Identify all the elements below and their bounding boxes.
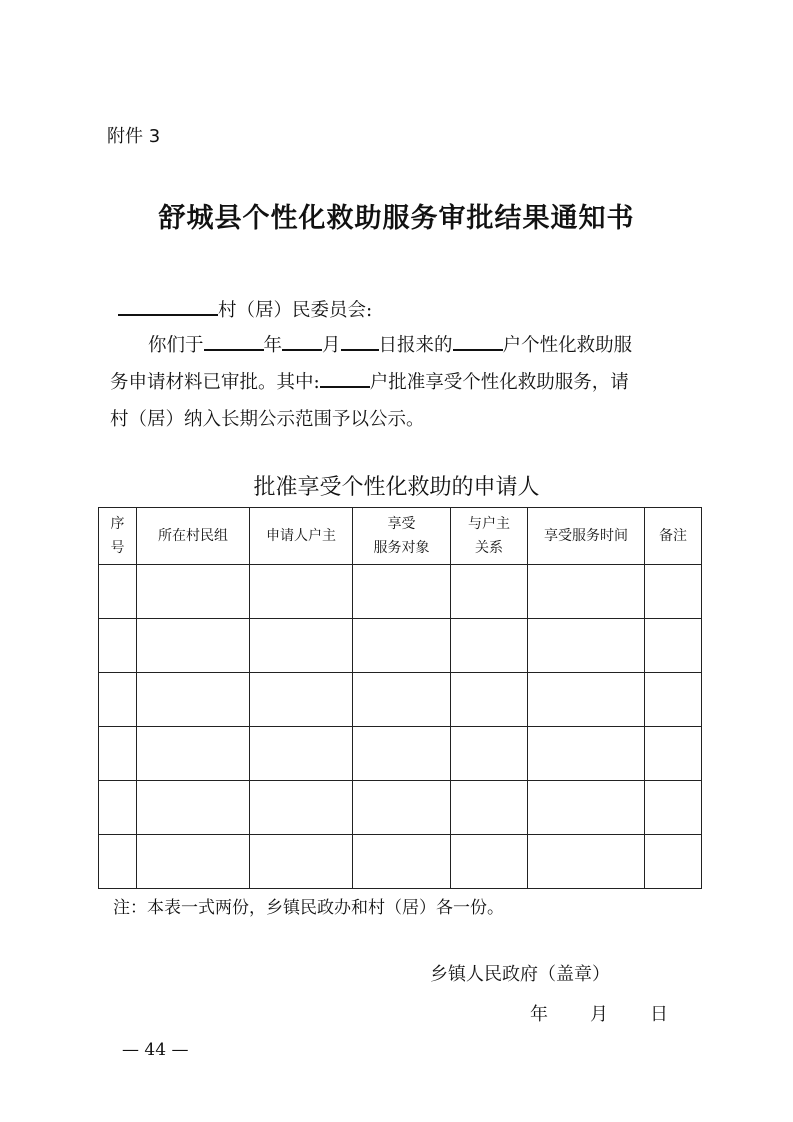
table-cell[interactable] <box>645 673 702 727</box>
year-blank[interactable] <box>204 331 264 351</box>
salutation-text: 村（居）民委员会: <box>218 300 373 321</box>
table-cell[interactable] <box>137 619 250 673</box>
table-cell[interactable] <box>137 673 250 727</box>
table-row <box>99 673 702 727</box>
header-service-period: 享受服务时间 <box>528 508 645 565</box>
table-cell[interactable] <box>99 727 137 781</box>
date-month: 月 <box>590 1004 608 1025</box>
table-cell[interactable] <box>137 781 250 835</box>
table-cell[interactable] <box>645 835 702 889</box>
date-year: 年 <box>530 1004 548 1025</box>
table-cell[interactable] <box>353 565 451 619</box>
table-cell[interactable] <box>250 673 353 727</box>
signature-line: 乡镇人民政府（盖章） <box>430 964 610 985</box>
table-cell[interactable] <box>99 673 137 727</box>
salutation-line <box>110 296 710 322</box>
body-text-1-end: 户个性化救助服 <box>502 335 633 356</box>
table-row <box>99 619 702 673</box>
table-title: 批准享受个性化救助的申请人 <box>253 475 540 500</box>
table-cell[interactable] <box>528 835 645 889</box>
day-blank[interactable] <box>341 331 379 351</box>
table-cell[interactable] <box>99 835 137 889</box>
table-cell[interactable] <box>528 781 645 835</box>
table-cell[interactable] <box>137 727 250 781</box>
village-blank[interactable] <box>118 296 218 316</box>
month-label: 月 <box>322 335 341 356</box>
table-cell[interactable] <box>353 727 451 781</box>
table-cell[interactable] <box>353 673 451 727</box>
body-text-2-end: 户批准享受个性化救助服务，请 <box>369 372 629 393</box>
table-cell[interactable] <box>451 781 528 835</box>
table-cell[interactable] <box>451 565 528 619</box>
table-cell[interactable] <box>137 835 250 889</box>
table-cell[interactable] <box>250 619 353 673</box>
body-line-2 <box>110 368 710 394</box>
table-cell[interactable] <box>250 835 353 889</box>
table-row <box>99 565 702 619</box>
table-cell[interactable] <box>645 781 702 835</box>
table-cell[interactable] <box>645 619 702 673</box>
header-service-recipient: 享受 服务对象 <box>353 508 451 565</box>
table-cell[interactable] <box>250 565 353 619</box>
table-cell[interactable] <box>528 619 645 673</box>
household-count-blank[interactable] <box>453 331 503 351</box>
table-cell[interactable] <box>99 619 137 673</box>
header-village-group: 所在村民组 <box>137 508 250 565</box>
table-header-row <box>99 508 702 565</box>
table-cell[interactable] <box>528 565 645 619</box>
header-serial-number: 序 号 <box>99 508 137 565</box>
date-day: 日 <box>650 1004 668 1025</box>
table-note: 注：本表一式两份，乡镇民政办和村（居）各一份。 <box>113 898 504 918</box>
table-cell[interactable] <box>250 727 353 781</box>
table-cell[interactable] <box>645 727 702 781</box>
table-cell[interactable] <box>451 619 528 673</box>
attachment-label: 附件 3 <box>107 126 161 147</box>
day-label: 日报来的 <box>378 335 453 356</box>
year-label: 年 <box>263 335 283 356</box>
table-row <box>99 835 702 889</box>
body-text-1a: 你们于 <box>148 335 204 356</box>
table-cell[interactable] <box>99 781 137 835</box>
document-title: 舒城县个性化救助服务审批结果通知书 <box>158 203 635 234</box>
body-text-2a: 务申请材料已审批。其中: <box>110 372 320 393</box>
table-cell[interactable] <box>451 727 528 781</box>
table-cell[interactable] <box>353 619 451 673</box>
applicant-table <box>98 507 702 889</box>
table-cell[interactable] <box>137 565 250 619</box>
date-line <box>530 1000 668 1026</box>
table-cell[interactable] <box>99 565 137 619</box>
table-cell[interactable] <box>451 835 528 889</box>
table-cell[interactable] <box>528 673 645 727</box>
table-cell[interactable] <box>353 781 451 835</box>
body-line-1 <box>110 331 710 357</box>
body-line-3: 村（居）纳入长期公示范围予以公示。 <box>110 409 425 430</box>
table-row <box>99 727 702 781</box>
header-relationship: 与户主 关系 <box>451 508 528 565</box>
approved-count-blank[interactable] <box>320 368 370 388</box>
table-cell[interactable] <box>451 673 528 727</box>
table-row <box>99 781 702 835</box>
header-applicant-head: 申请人户主 <box>250 508 353 565</box>
table-cell[interactable] <box>250 781 353 835</box>
month-blank[interactable] <box>282 331 322 351</box>
table-cell[interactable] <box>645 565 702 619</box>
table-cell[interactable] <box>353 835 451 889</box>
table-cell[interactable] <box>528 727 645 781</box>
page-number: — 44 — <box>122 1040 189 1060</box>
header-remarks: 备注 <box>645 508 702 565</box>
